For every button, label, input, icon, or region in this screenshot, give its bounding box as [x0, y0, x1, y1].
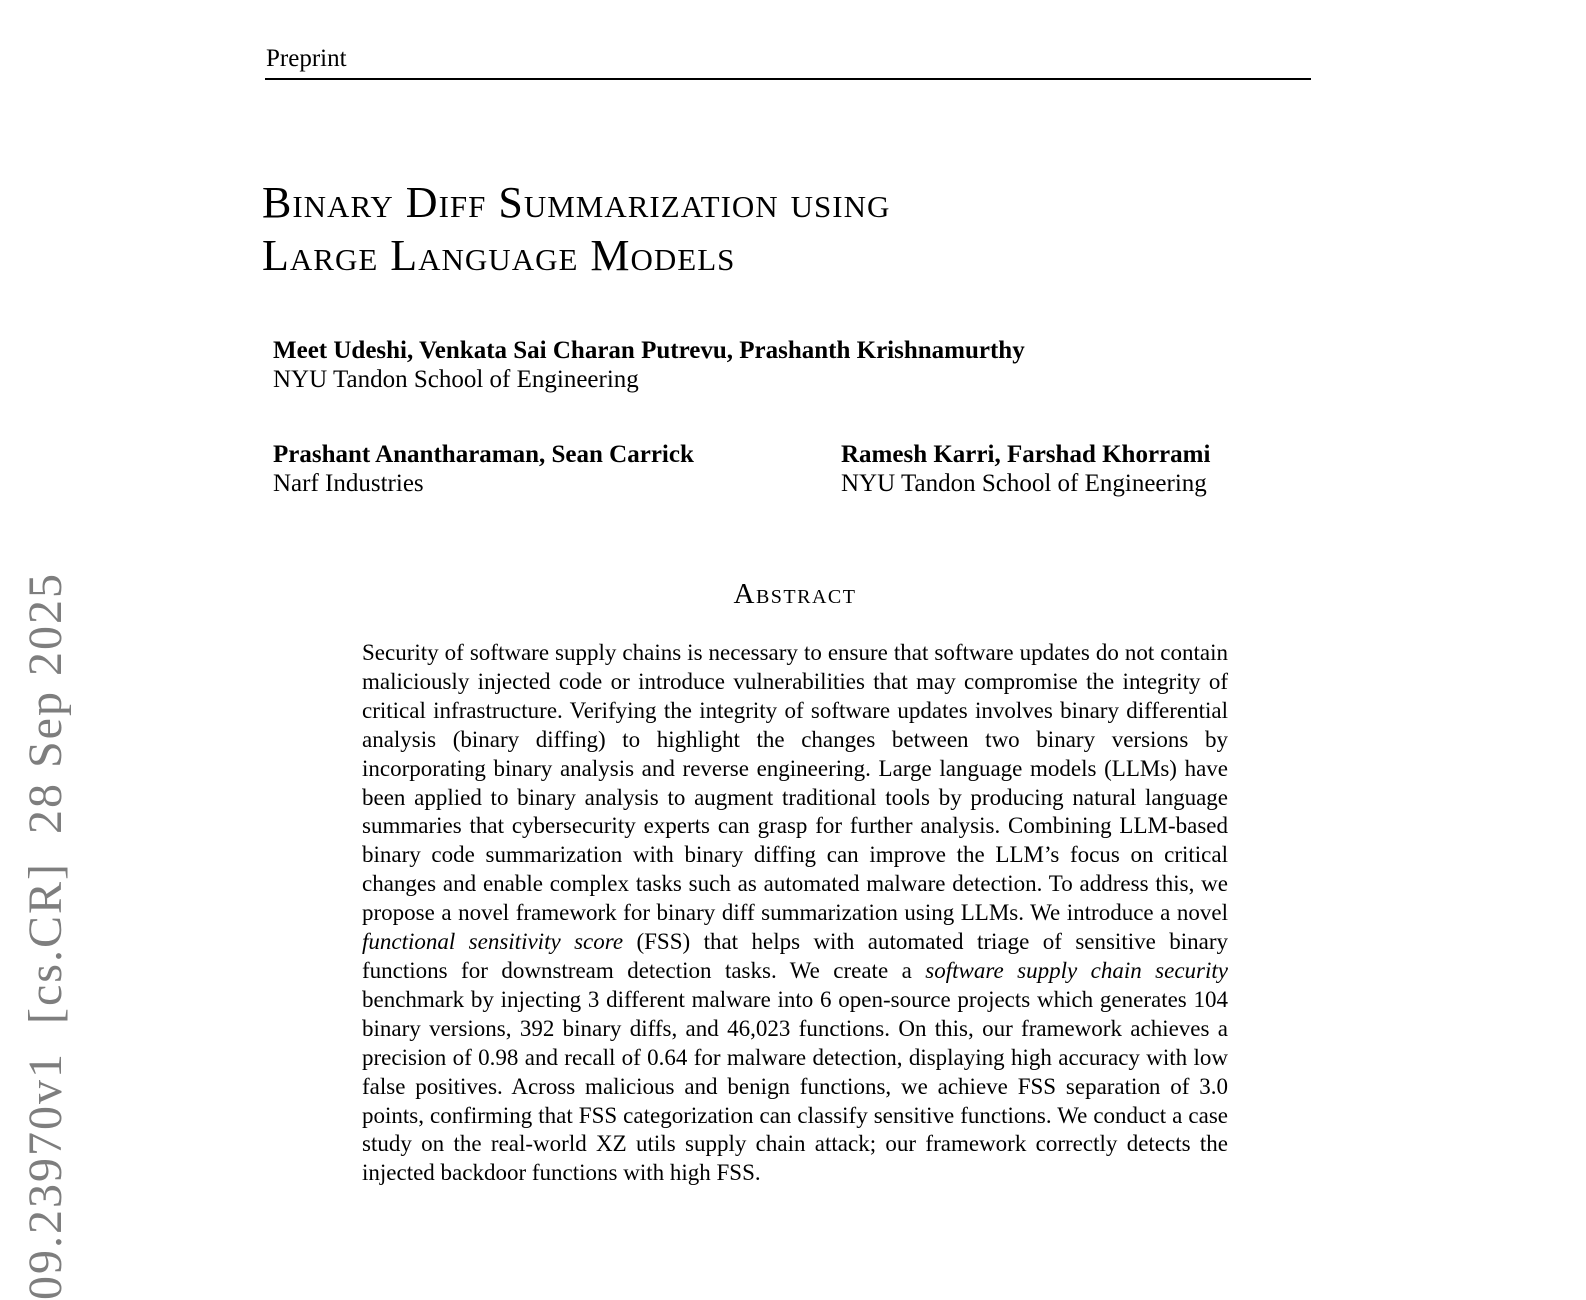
author-affiliation: NYU Tandon School of Engineering — [841, 470, 1207, 497]
author-names: Meet Udeshi, Venkata Sai Charan Putrevu, Prashanth Krishnamurthy — [273, 337, 1025, 364]
author-affiliation: NYU Tandon School of Engineering — [273, 366, 639, 393]
paper-title — [262, 176, 890, 282]
author-affiliation: Narf Industries — [273, 470, 424, 497]
author-names: Prashant Anantharaman, Sean Carrick — [273, 441, 694, 468]
paper-title-line1: Binary Diff Summarization using — [262, 178, 891, 227]
author-block-right — [841, 440, 1210, 498]
header-rule — [265, 78, 1311, 80]
arxiv-watermark: 09.23970v1 [cs.CR] 28 Sep 2025 — [19, 572, 72, 1300]
author-names: Ramesh Karri, Farshad Khorrami — [841, 441, 1211, 468]
abstract-heading: Abstract — [733, 578, 857, 610]
abstract-text: Security of software supply chains is necessary to ensure that software updates do not contain maliciously injected code or introduce vulnerabilities that may compromise the integrity of critical infrastructure. Verifying the integrity of software updates involves binary differential analysis (binary diffing) to highlight the changes between two binary versions by incorporating binary analysis and reverse engineering. Large language models (LLMs) have been applied to binary analysis to augment traditional tools by producing natural language summaries that cybersecurity experts can grasp for further analysis. Combining LLM-based binary code summarization with binary diffing can improve the LLM’s focus on critical changes and enable complex tasks such as automated malware detection. To address this, we propose a novel framework for binary diff summarization using LLMs. We introduce a novel functional sensitivity score (FSS) that helps with automated triage of sensitive binary functions for downstream detection tasks. We create a software supply chain security benchmark by injecting 3 different malware into 6 open-source projects which generates 104 binary versions, 392 binary diffs, and 46,023 functions. On this, our framework achieves a precision of 0.98 and recall of 0.64 for malware detection, displaying high accuracy with low false positives. Across malicious and benign functions, we achieve FSS separation of 3.0 points, confirming that FSS categorization can classify sensitive functions. We conduct a case study on the real-world XZ utils supply chain attack; our framework correctly detects the injected backdoor functions with high FSS. — [362, 640, 1228, 1186]
preprint-label: Preprint — [266, 45, 347, 72]
author-block-left — [273, 440, 694, 498]
paper-title-line2: Large Language Models — [262, 231, 736, 280]
author-block-first — [273, 336, 1025, 394]
